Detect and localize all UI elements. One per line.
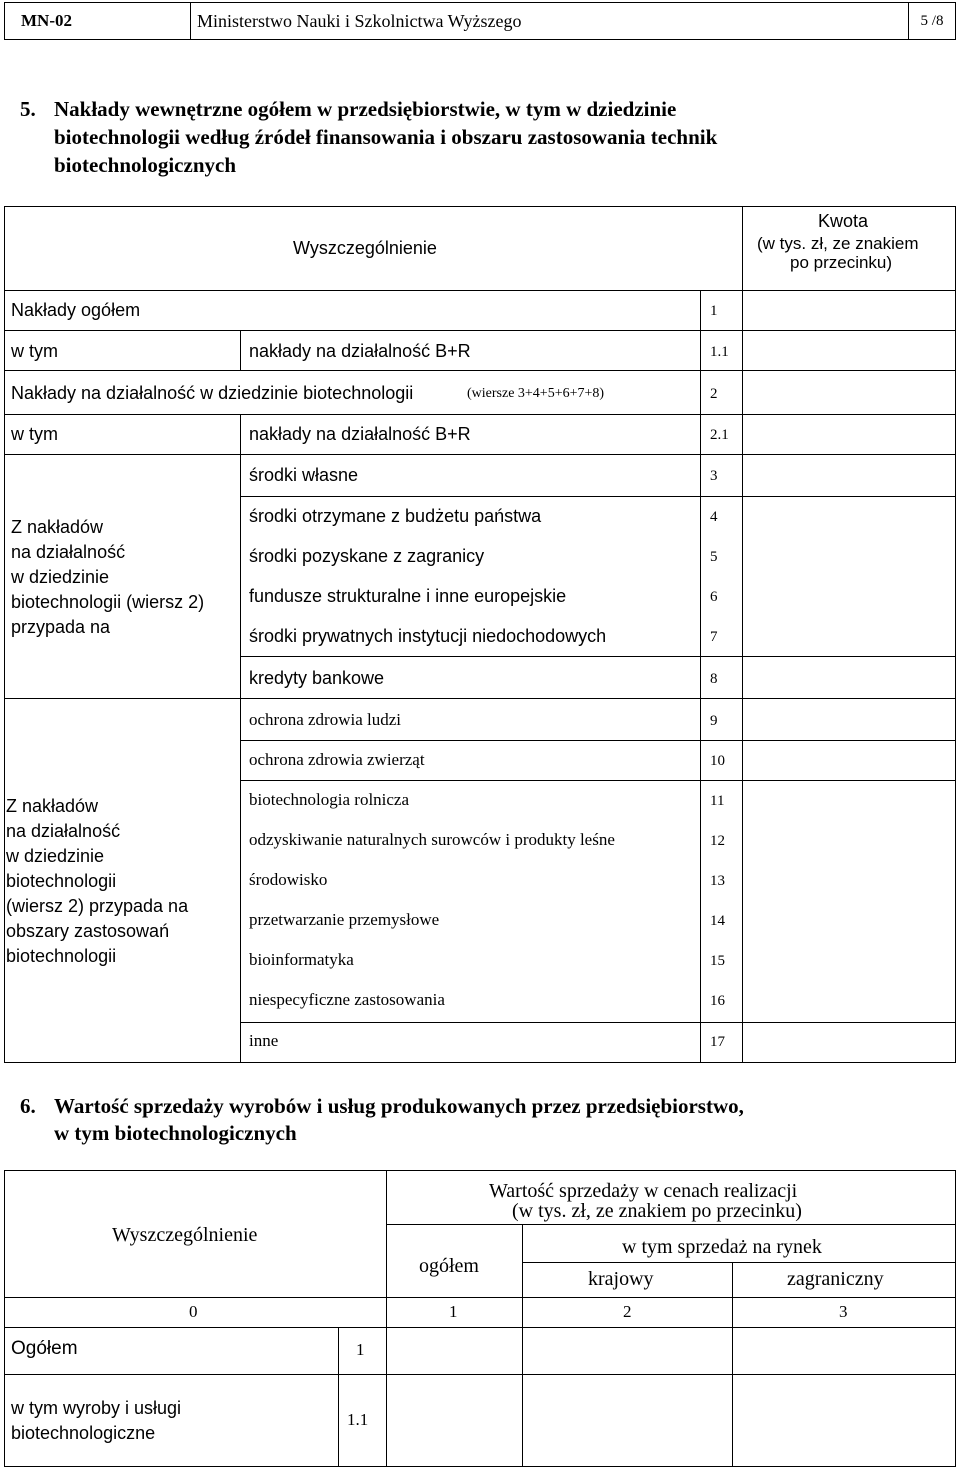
section-6-title-line: Wartość sprzedaży wyrobów i usług produkowanych przez przedsiębiorstwo, bbox=[54, 1094, 744, 1118]
row-number: 2.1 bbox=[710, 427, 729, 443]
group-label-line: na działalność bbox=[6, 821, 121, 841]
row-label: niespecyficzne zastosowania bbox=[249, 990, 445, 1009]
ministry-name: Ministerstwo Nauki i Szkolnictwa Wyższego bbox=[191, 3, 909, 39]
section-5-title-line: biotechnologicznych bbox=[54, 153, 236, 177]
row-number: 15 bbox=[710, 953, 725, 969]
group-label-line: biotechnologii bbox=[6, 871, 117, 891]
section-5-title-line: Nakłady wewnętrzne ogółem w przedsiębiorstwie, w tym w dziedzinie bbox=[54, 97, 677, 121]
group-label-line: biotechnologii bbox=[6, 946, 117, 966]
row-label: środki otrzymane z budżetu państwa bbox=[249, 506, 542, 526]
group-label-line: Z nakładów bbox=[11, 517, 104, 537]
row-label: fundusze strukturalne i inne europejskie bbox=[249, 586, 567, 606]
row-label: Ogółem bbox=[11, 1338, 78, 1359]
group-label-line: przypada na bbox=[11, 617, 111, 637]
row-label: przetwarzanie przemysłowe bbox=[249, 910, 440, 929]
row-number: 10 bbox=[710, 753, 725, 769]
column-header-foreign: zagraniczny bbox=[787, 1268, 884, 1290]
column-number: 2 bbox=[623, 1302, 632, 1321]
row-number: 1.1 bbox=[347, 1410, 369, 1429]
section-6-title-line: w tym biotechnologicznych bbox=[54, 1121, 297, 1145]
row-note: (wiersze 3+4+5+6+7+8) bbox=[467, 386, 605, 401]
row-label: ochrona zdrowia ludzi bbox=[249, 710, 401, 729]
row-number: 17 bbox=[710, 1034, 725, 1050]
row-label: ochrona zdrowia zwierząt bbox=[249, 750, 425, 769]
row-number: 7 bbox=[710, 629, 718, 645]
column-header-amount-unit: po przecinku) bbox=[790, 253, 893, 272]
form-code: MN-02 bbox=[5, 3, 191, 39]
page-number: 5 /8 bbox=[920, 13, 944, 29]
row-label: w tym bbox=[11, 341, 58, 361]
row-number: 14 bbox=[710, 913, 725, 929]
row-label: biotechnologia rolnicza bbox=[249, 790, 410, 809]
row-number: 11 bbox=[710, 793, 725, 809]
row-number: 13 bbox=[710, 873, 725, 889]
column-header-market: w tym sprzedaż na rynek bbox=[622, 1236, 822, 1258]
column-header-amount-unit: (w tys. zł, ze znakiem bbox=[757, 234, 919, 253]
row-label: bioinformatyka bbox=[249, 950, 354, 969]
row-number: 9 bbox=[710, 713, 718, 729]
section-5-number: 5. bbox=[20, 97, 36, 121]
group-label-line: obszary zastosowań bbox=[6, 921, 170, 941]
section-6-number: 6. bbox=[20, 1094, 36, 1118]
group-label-line: w dziedzinie bbox=[11, 567, 110, 587]
column-header-amount: Kwota bbox=[818, 211, 869, 231]
column-header-spec: Wyszczególnienie bbox=[293, 238, 437, 258]
row-label: w tym bbox=[11, 424, 58, 444]
row-label: biotechnologiczne bbox=[11, 1423, 156, 1443]
column-header-domestic: krajowy bbox=[588, 1268, 654, 1290]
row-label: Nakłady ogółem bbox=[11, 300, 141, 320]
row-label: odzyskiwanie naturalnych surowców i produkty leśne bbox=[249, 830, 615, 849]
row-label: nakłady na działalność B+R bbox=[249, 341, 471, 361]
row-label: Nakłady na działalność w dziedzinie biotechnologii bbox=[11, 383, 414, 403]
group-label-line: biotechnologii (wiersz 2) bbox=[11, 592, 205, 612]
column-header-value-unit: (w tys. zł, ze znakiem po przecinku) bbox=[512, 1200, 802, 1222]
row-number: 1 bbox=[710, 303, 718, 319]
row-label: środki własne bbox=[249, 465, 359, 485]
row-label: nakłady na działalność B+R bbox=[249, 424, 471, 444]
row-number: 8 bbox=[710, 671, 718, 687]
column-header-spec: Wyszczególnienie bbox=[112, 1224, 258, 1246]
row-number: 5 bbox=[710, 549, 718, 565]
column-number: 1 bbox=[449, 1302, 458, 1321]
row-number: 3 bbox=[710, 468, 718, 484]
group-label-line: (wiersz 2) przypada na bbox=[6, 896, 189, 916]
group-label-line: w dziedzinie bbox=[6, 846, 105, 866]
group-label-line: Z nakładów bbox=[6, 796, 99, 816]
row-number: 16 bbox=[710, 993, 725, 1009]
column-number: 3 bbox=[839, 1302, 848, 1321]
group-label-line: na działalność bbox=[11, 542, 126, 562]
row-number: 2 bbox=[710, 386, 718, 402]
row-number: 1.1 bbox=[710, 344, 729, 360]
row-label: środki prywatnych instytucji niedochodowych bbox=[249, 626, 607, 646]
row-label: środki pozyskane z zagranicy bbox=[249, 546, 485, 566]
row-number: 1 bbox=[356, 1340, 365, 1359]
row-number: 4 bbox=[710, 509, 718, 525]
column-number: 0 bbox=[189, 1302, 198, 1321]
row-label: inne bbox=[249, 1031, 279, 1050]
row-number: 6 bbox=[710, 589, 718, 605]
row-label: w tym wyroby i usługi bbox=[11, 1398, 182, 1418]
column-header-total: ogółem bbox=[419, 1255, 479, 1277]
row-label: kredyty bankowe bbox=[249, 668, 385, 688]
row-label: środowisko bbox=[249, 870, 328, 889]
section-5-title-line: biotechnologii według źródeł finansowania i obszaru zastosowania technik bbox=[54, 125, 718, 149]
column-header-value: Wartość sprzedaży w cenach realizacji bbox=[489, 1180, 798, 1202]
row-number: 12 bbox=[710, 833, 725, 849]
